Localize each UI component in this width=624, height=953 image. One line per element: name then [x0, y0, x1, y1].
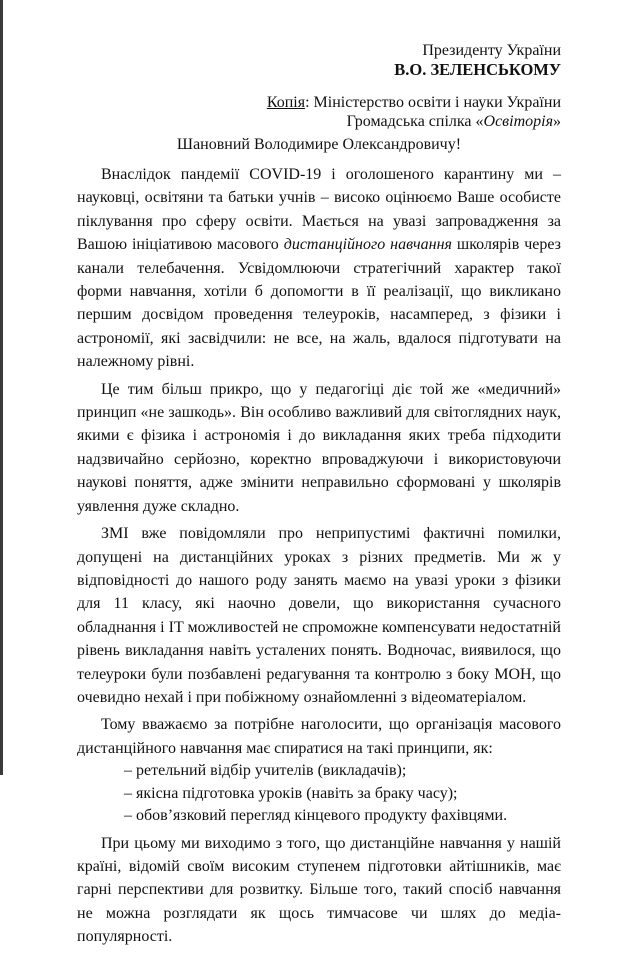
copy-line-1: [267, 93, 561, 113]
copy-line-2: [347, 112, 561, 132]
paragraph-1-text-b: школярів через канали телебачення. Усвідомлюючи стратегічний характер такої форми навчання, хотіли б допомогти в її реалізації, що викликано першим досвідом проведення телеуроків, насамперед, з фізики і астрономії, які засвідчили: не все, на жаль, вдалося підготувати на належному рівні.: [77, 236, 561, 371]
window-left-edge: [0, 0, 3, 775]
copy-recipient-2-name: Освіторія: [483, 113, 553, 130]
paragraph-2: Це тим більш прикро, що у педагогіці діє той же «медичний» принцип «не зашкодь». Він особливо важливий для світоглядних наук, якими є фізика і астрономія і до викладання яких треба підходити надзвичайно серйозно, коректно впроваджуючи і використовуючи наукові поняття, адже змінити неправильно сформовані у школярів уявлення дуже складно.: [77, 380, 561, 515]
list-item: – ретельний відбір учителів (викладачів);: [124, 762, 407, 780]
quote-close: »: [553, 113, 561, 130]
addressee-title: Президенту України: [422, 42, 561, 59]
paragraph-3: ЗМІ вже повідомляли про неприпустимі фактичні помилки, допущені на дистанційних уроках з різних предметів. Ми ж у відповідності до нашого роду занять маємо на увазі уроки з фізики для 11 класу, які наочно довели, що використання сучасного обладнання і IT можливостей не спроможне компенсувати недостатній рівень викладання навіть усталених понять. Водночас, виявилося, що телеуроки були позбавлені редагування та контролю з боку МОН, що очевидно нехай і при побіжному ознайомленні з відеоматеріалом.: [77, 525, 561, 706]
greeting: Шановний Володимире Олександровичу!: [176, 136, 462, 153]
emphasis-distance-learning: дистанційного навчання: [283, 236, 452, 254]
addressee-name: В.О. ЗЕЛЕНСЬКОМУ: [394, 60, 561, 79]
list-item: – обов’язковий перегляд кінцевого продукту фахівцями.: [124, 807, 508, 825]
principles-list: [77, 760, 561, 828]
paragraph-4: Тому вважаємо за потрібне наголосити, що організація масового дистанційного навчання має спиратися на такі принципи, як:: [77, 716, 561, 757]
copy-separator: :: [305, 94, 314, 111]
copy-recipient-2-prefix: Громадська спілка: [346, 113, 476, 130]
copy-label: Копія: [266, 94, 306, 111]
paragraph-1-text-a: Внаслідок пандемії COVID-19 і оголошеного карантину ми – науковці, освітяни та батьки учнів – високо оцінюємо Ваше особисте піклування про сферу освіти. Мається на увазі запровадження за Вашою ініціативою масового: [77, 166, 561, 254]
letter-body: [77, 163, 561, 953]
list-item: – якісна підготовка уроків (навіть за браку часу);: [124, 784, 458, 802]
paragraph-5: При цьому ми виходимо з того, що дистанційне навчання у нашій країні, відомій своїм високим ступенем підготовки айтішників, має гарні перспективи для розвитку. Більше того, такий спосіб навчання не можна розглядати як щось тимчасове чи шлях до медіа-популярності.: [77, 834, 561, 946]
copy-recipient-1: Міністерство освіти і науки України: [313, 94, 561, 111]
paragraph-1: [77, 163, 561, 374]
quote-open: «: [475, 113, 484, 130]
